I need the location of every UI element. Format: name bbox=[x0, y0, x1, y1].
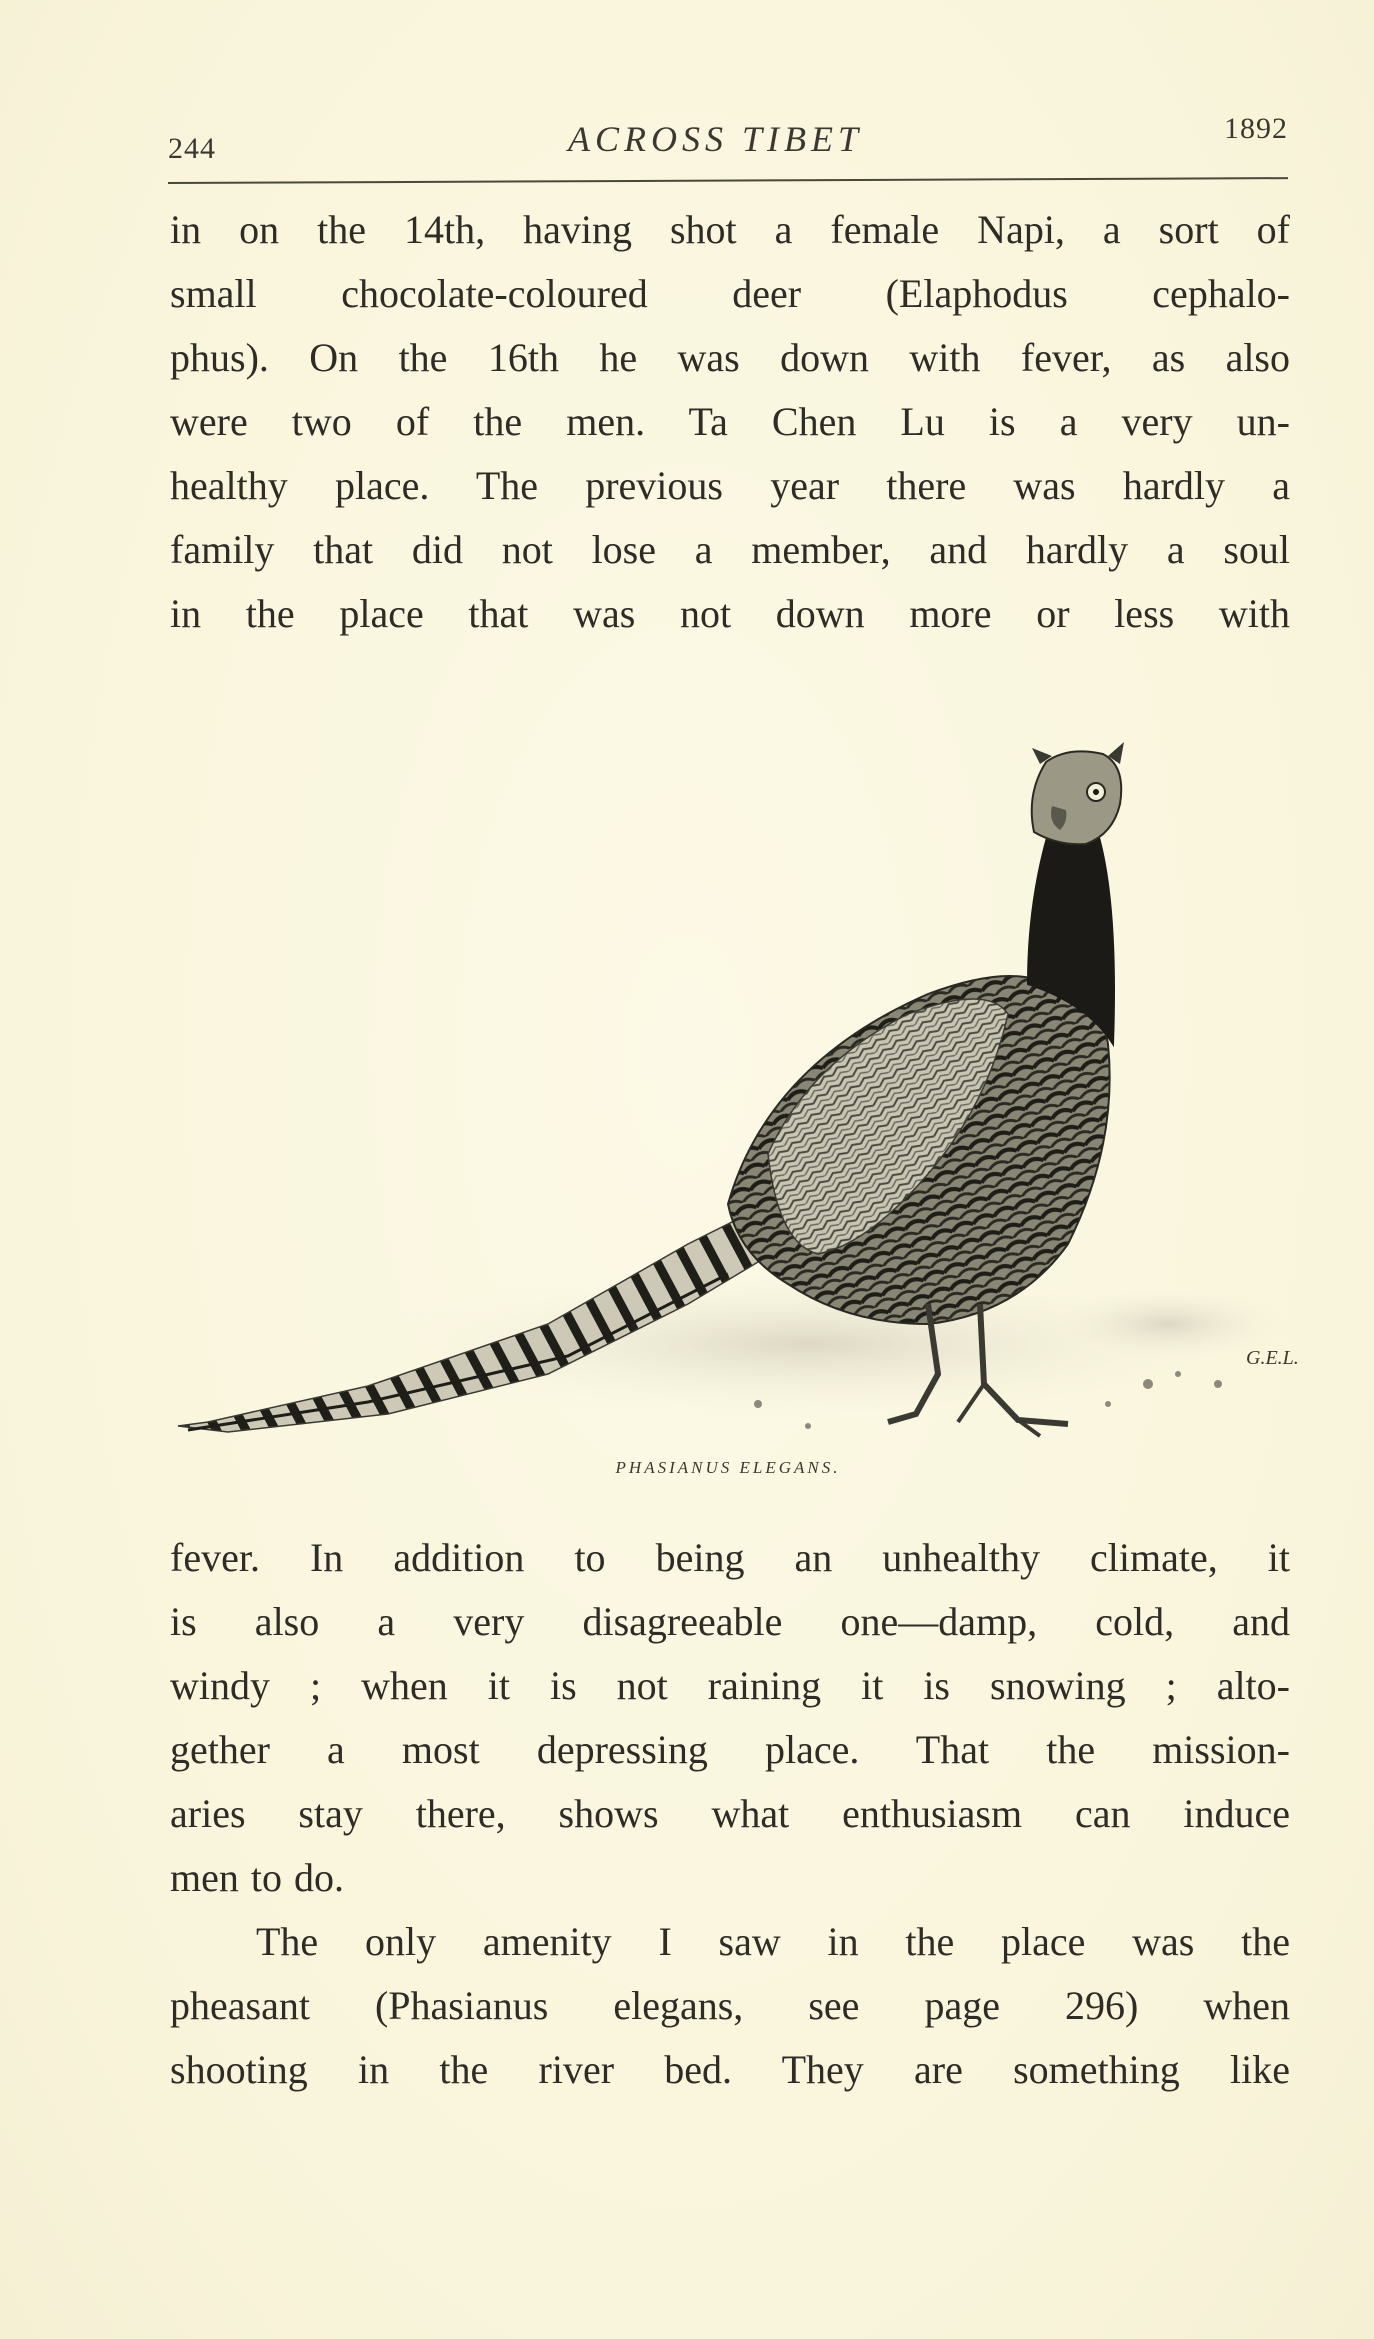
running-header bbox=[168, 112, 1288, 172]
text-line: The only amenity I saw in the place was the bbox=[256, 1919, 1290, 1964]
header-rule bbox=[168, 177, 1288, 184]
text-line: family that did not lose a member, and hardly a soul bbox=[170, 527, 1290, 572]
text-line: is also a very disagreeable one—damp, cold, and bbox=[170, 1599, 1290, 1644]
figure-caption: PHASIANUS ELEGANS. bbox=[615, 1458, 841, 1477]
paragraph-bottom bbox=[170, 1526, 1290, 2102]
pheasant-engraving bbox=[168, 684, 1299, 1444]
head bbox=[1032, 751, 1122, 844]
text-line: healthy place. The previous year there was hardly a bbox=[170, 463, 1290, 508]
text-line: fever. In addition to being an unhealthy climate, it bbox=[170, 1535, 1290, 1580]
paragraph-top bbox=[170, 198, 1290, 646]
text-line: pheasant (Phasianus elegans, see page 296) when bbox=[170, 1983, 1290, 2028]
text-line: phus). On the 16th he was down with fever, as also bbox=[170, 335, 1290, 380]
text-line: aries stay there, shows what enthusiasm can induce bbox=[170, 1791, 1290, 1836]
text-line: windy ; when it is not raining it is snowing ; alto- bbox=[170, 1663, 1290, 1708]
text-line: in the place that was not down more or less with bbox=[170, 591, 1290, 636]
pheasant-illustration bbox=[168, 684, 1299, 1444]
text-line: were two of the men. Ta Chen Lu is a very un- bbox=[170, 399, 1290, 444]
text-line: gether a most depressing place. That the mission- bbox=[170, 1727, 1290, 1772]
text-line: men to do. bbox=[170, 1855, 344, 1900]
text-line: shooting in the river bed. They are something like bbox=[170, 2047, 1290, 2092]
artist-signature: G.E.L. bbox=[1246, 1347, 1299, 1369]
text-line: in on the 14th, having shot a female Napi, a sort of bbox=[170, 207, 1290, 252]
running-year: 1892 bbox=[1224, 112, 1288, 145]
page-number: 244 bbox=[168, 132, 216, 165]
text-line: small chocolate-coloured deer (Elaphodus cephalo- bbox=[170, 271, 1290, 316]
running-title: ACROSS TIBET bbox=[568, 119, 864, 159]
